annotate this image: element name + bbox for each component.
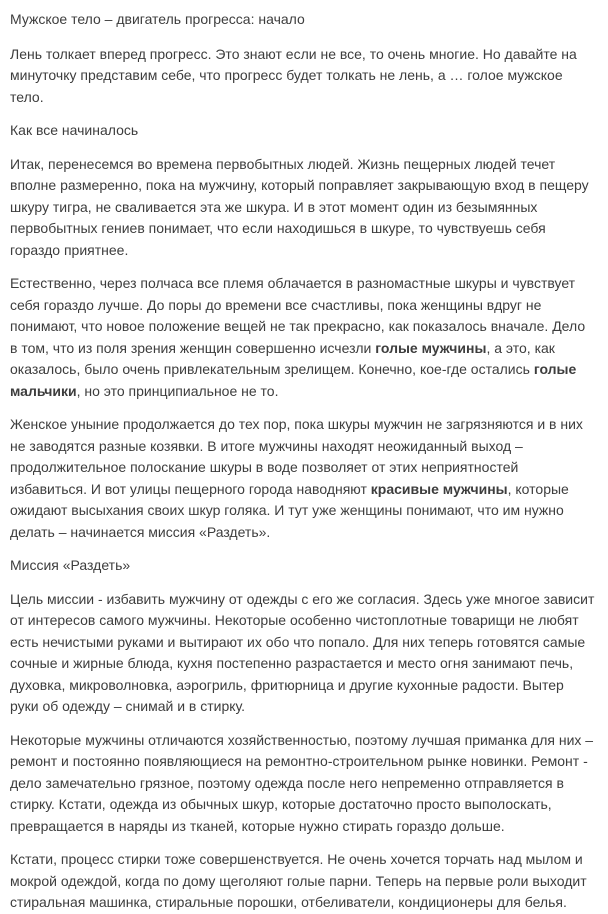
paragraph	[10, 849, 596, 914]
section-heading: Миссия «Раздеть»	[10, 557, 131, 573]
text-segment: Цель миссии - избавить мужчину от одежды с его же согласия. Здесь уже многое зависит от интересов самого мужчины. Некоторые особенно чистоплотные товарищи не любят есть нечистыми руками и вытирают их обо что попало. Для них теперь готовятся самые сочные и жирные блюда, кухня постепенно разрастается и место огня занимают печь, духовка, микроволновка, аэрогриль, фритюрница и другие кухонные радости. Вытер руки об одежду – снимай и в стирку.	[10, 590, 595, 714]
section-heading: Как все начиналось	[10, 122, 139, 138]
paragraph	[10, 730, 596, 838]
paragraph	[10, 589, 596, 718]
paragraph	[10, 154, 596, 262]
bold-text-segment: голые мальчики	[10, 361, 577, 399]
text-segment: Некоторые мужчины отличаются хозяйственностью, поэтому лучшая приманка для них – ремонт и постоянно появляющиеся на ремонтно-строительном рынке новинки. Ремонт - дело замечательно грязное, поэтому одежда после него непременно отправляется в стирку. Кстати, одежда из обычных шкур, которые достаточно просто выполоскать, превращается в наряды из тканей, которые нужно стирать гораздо дольше.	[10, 731, 594, 834]
bold-text-segment: голые мужчины	[375, 339, 487, 356]
text-segment: Естественно, через полчаса все племя облачается в разномастные шкуры и чувствует себя гораздо лучше. До поры до времени все счастливы, пока женщины вдруг не понимают, что новое положение вещей не так прекрасно, как показалось вначале. Дело в том, что из поля зрения женщин совершенно исчезли	[10, 275, 586, 356]
article-title: Мужское тело – двигатель прогресса: начало	[10, 11, 305, 27]
text-segment: Итак, перенесемся во времена первобытных людей. Жизнь пещерных людей течет вполне размеренно, пока на мужчину, который поправляет закрывающую вход в пещеру шкуру тигра, не сваливается эта же шкура. И в этот момент один из безымянных первобытных гениев понимает, что если находишься в шкуре, то чувствуешь себя гораздо приятнее.	[10, 155, 589, 258]
text-segment: , которые ожидают высыхания своих шкур голяка. И тут уже женщины понимают, что им нужно делать – начинается миссия «Раздеть».	[10, 480, 569, 540]
text-segment: , но это принципиальное не то.	[76, 382, 279, 399]
article-body	[10, 44, 596, 914]
paragraph	[10, 44, 596, 109]
paragraph	[10, 414, 596, 543]
text-segment: , а это, как оказалось, было очень привлекательным зрелищем. Конечно, кое-где остались	[10, 339, 555, 377]
text-segment: Лень толкает вперед прогресс. Это знают если не все, то очень многие. Но давайте на минуточку представим себе, что прогресс будет толкать не лень, а … голое мужское тело.	[10, 45, 577, 105]
bold-text-segment: красивые мужчины	[370, 480, 508, 497]
text-segment: Женское уныние продолжается до тех пор, пока шкуры мужчин не загрязняются и в них не заводятся разные козявки. В итоге мужчины находят неожиданный выход – продолжительное полоскание шкуры в воде позволяет от этих неприятностей избавиться. И вот улицы пещерного города наводняют	[10, 416, 583, 497]
paragraph	[10, 273, 596, 402]
text-segment: Кстати, процесс стирки тоже совершенствуется. Не очень хочется торчать над мылом и мокрой одеждой, когда по дому щеголяют голые парни. Теперь на первые роли выходит стиральная машинка, стиральные порошки, отбеливатели, кондиционеры для белья.	[10, 851, 587, 910]
